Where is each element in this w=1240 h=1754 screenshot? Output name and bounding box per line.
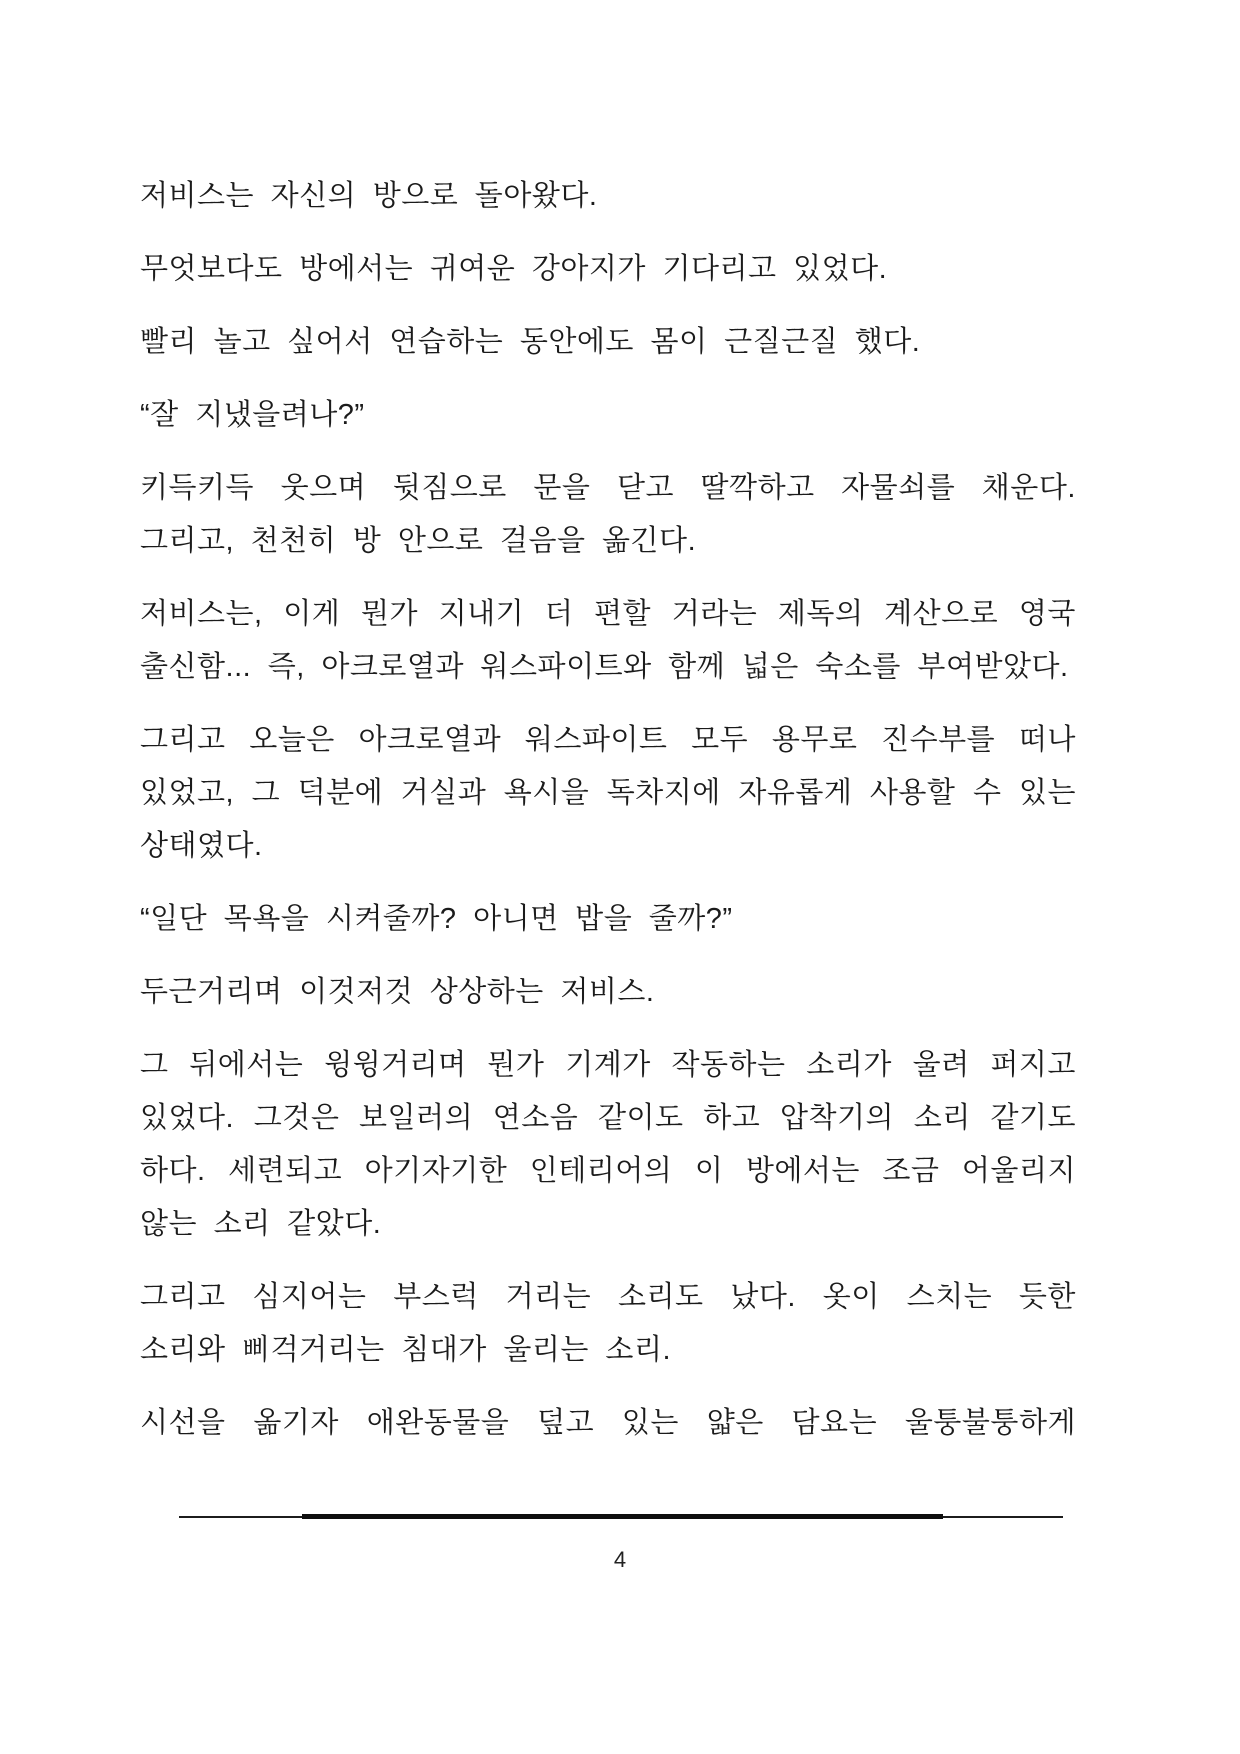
- text-line: 키득키득 웃으며 뒷짐으로 문을 닫고 딸깍하고 자물쇠를 채운다.: [140, 472, 1076, 504]
- text-line: 빨리 놀고 싶어서 연습하는 동안에도 몸이 근질근질 했다.: [140, 326, 921, 358]
- paragraph: [140, 893, 1076, 946]
- text-line: 두근거리며 이것저것 상상하는 저비스.: [140, 976, 655, 1008]
- paragraph: [140, 170, 1076, 223]
- text-line: 그 뒤에서는 윙윙거리며 뭔가 기계가 작동하는 소리가 울려 퍼지고: [140, 1049, 1076, 1081]
- document-body: [140, 170, 1076, 1470]
- paragraph: [140, 389, 1076, 442]
- page-number: 4: [613, 1547, 627, 1572]
- paragraph: [140, 462, 1076, 568]
- text-line: 있었고, 그 덕분에 거실과 욕시을 독차지에 자유롭게 사용할 수 있는: [140, 777, 1076, 809]
- paragraph: [140, 1271, 1076, 1377]
- text-line: 그리고 오늘은 아크로열과 워스파이트 모두 용무로 진수부를 떠나: [140, 724, 1076, 756]
- paragraph: [140, 966, 1076, 1019]
- text-line: 저비스는 자신의 방으로 돌아왔다.: [140, 180, 598, 212]
- text-line: 상태였다.: [140, 830, 263, 862]
- text-line: 시선을 옮기자 애완동물을 덮고 있는 얇은 담요는 울퉁불퉁하게: [140, 1407, 1076, 1439]
- paragraph: [140, 1039, 1076, 1251]
- text-line: 않는 소리 같았다.: [140, 1208, 382, 1240]
- text-line: 하다. 세련되고 아기자기한 인테리어의 이 방에서는 조금 어울리지: [140, 1155, 1076, 1187]
- text-line: “일단 목욕을 시켜줄까? 아니면 밥을 줄까?”: [140, 903, 733, 935]
- paragraph: [140, 714, 1076, 873]
- text-line: 소리와 삐걱거리는 침대가 울리는 소리.: [140, 1334, 672, 1366]
- footer-separator-thick: [302, 1514, 943, 1519]
- paragraph: [140, 1397, 1076, 1450]
- paragraph: [140, 588, 1076, 694]
- paragraph: [140, 316, 1076, 369]
- text-line: 무엇보다도 방에서는 귀여운 강아지가 기다리고 있었다.: [140, 253, 888, 285]
- text-line: 그리고, 천천히 방 안으로 걸음을 옮긴다.: [140, 525, 697, 557]
- text-line: 저비스는, 이게 뭔가 지내기 더 편할 거라는 제독의 계산으로 영국: [140, 598, 1076, 630]
- paragraph: [140, 243, 1076, 296]
- text-line: 있었다. 그것은 보일러의 연소음 같이도 하고 압착기의 소리 같기도: [140, 1102, 1076, 1134]
- text-line: 그리고 심지어는 부스럭 거리는 소리도 났다. 옷이 스치는 듯한: [140, 1281, 1076, 1313]
- text-line: 출신함... 즉, 아크로열과 워스파이트와 함께 넓은 숙소를 부여받았다.: [140, 651, 1069, 683]
- text-line: “잘 지냈을려나?”: [140, 399, 365, 431]
